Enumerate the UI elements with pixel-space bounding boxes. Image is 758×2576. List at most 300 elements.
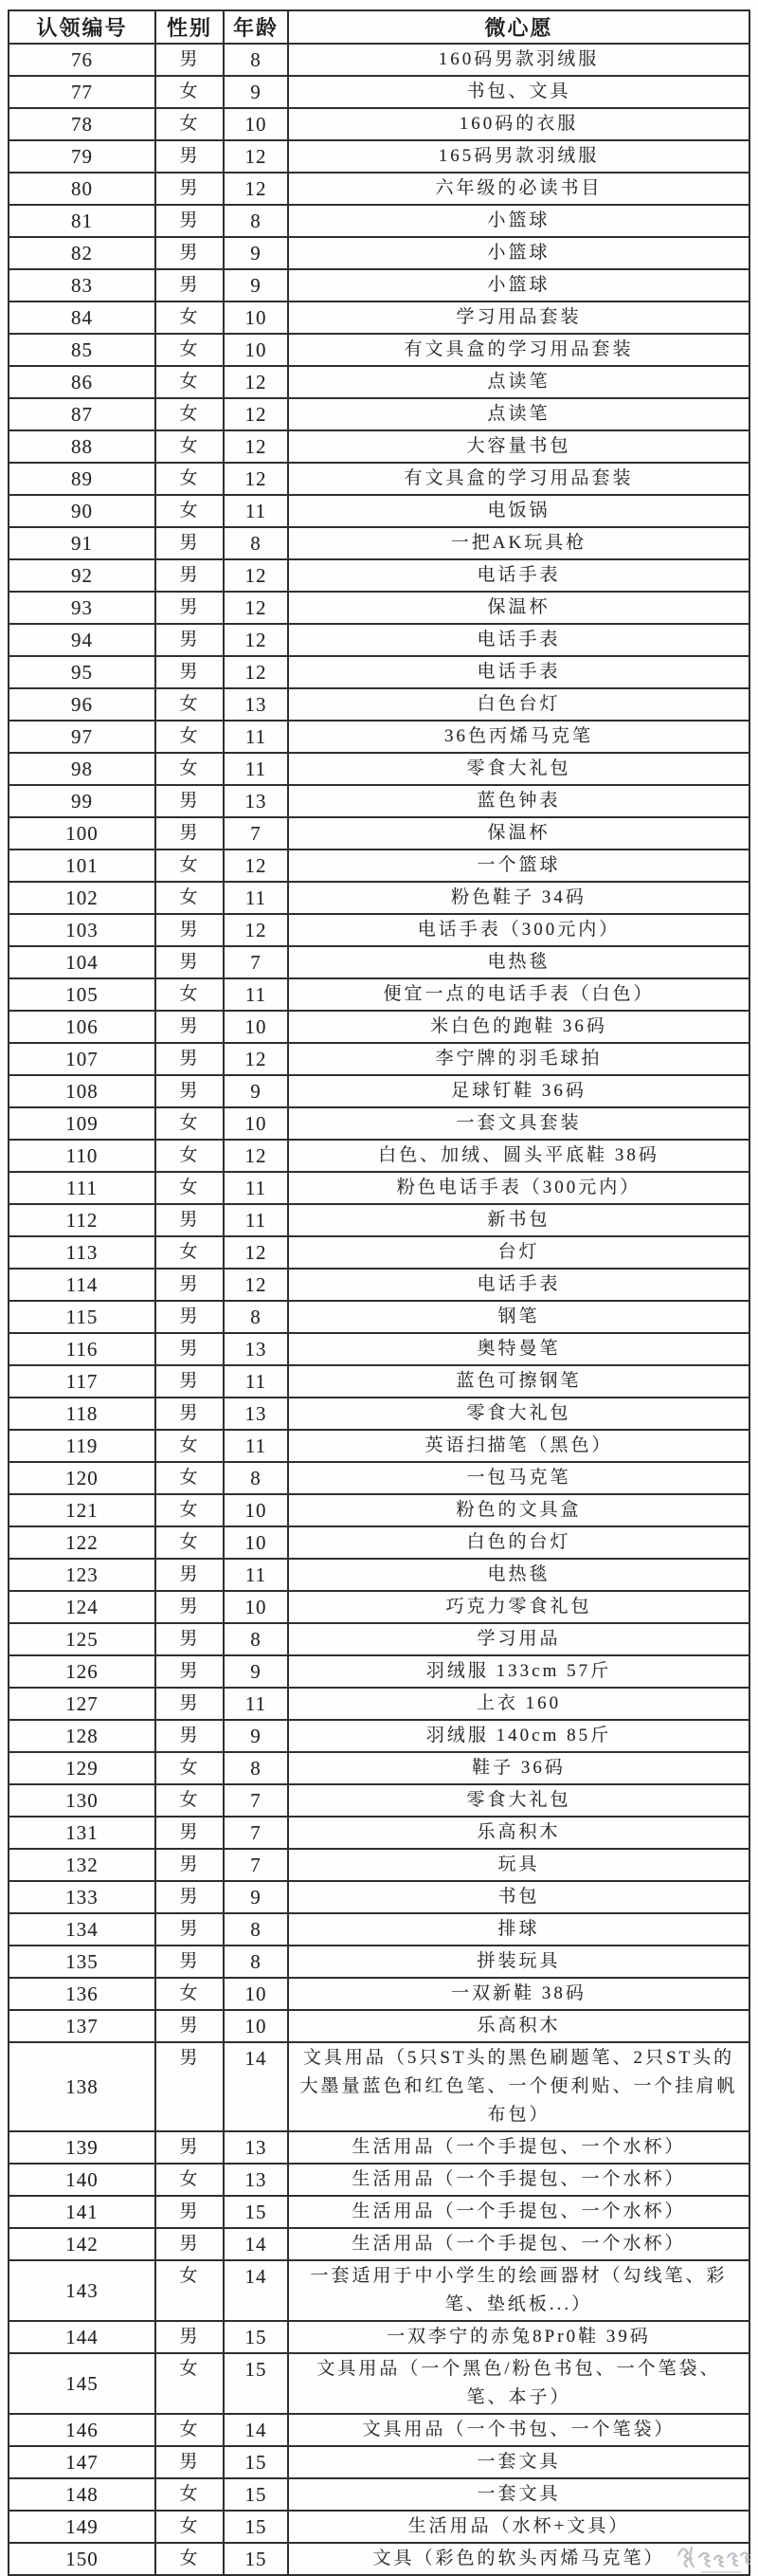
table-row: [9, 1881, 749, 1913]
claim-id-cell: 93: [9, 592, 155, 624]
age-cell: 9: [224, 269, 288, 301]
age-cell: 12: [224, 592, 288, 624]
age-cell: 8: [224, 44, 288, 76]
claim-id-cell: 103: [9, 914, 155, 946]
gender-cell: 男: [155, 527, 224, 559]
wish-cell: 学习用品: [288, 1623, 749, 1655]
age-cell: 11: [224, 721, 288, 753]
wish-cell: 一把AK玩具枪: [288, 527, 749, 559]
gender-cell: 男: [155, 817, 224, 850]
age-cell: 14: [224, 2042, 288, 2131]
claim-id-cell: 119: [9, 1430, 155, 1462]
age-cell: 11: [224, 882, 288, 914]
age-cell: 15: [224, 2353, 288, 2414]
wish-cell: 零食大礼包: [288, 1398, 749, 1430]
age-cell: 9: [224, 1881, 288, 1913]
claim-id-cell: 141: [9, 2196, 155, 2228]
claim-id-cell: 83: [9, 269, 155, 301]
wish-cell: 电话手表: [288, 656, 749, 688]
table-row: [9, 2010, 749, 2042]
table-row: [9, 1107, 749, 1140]
gender-cell: 男: [155, 559, 224, 592]
wish-cell: 小篮球: [288, 269, 749, 301]
claim-id-cell: 101: [9, 850, 155, 882]
age-cell: 10: [224, 1526, 288, 1559]
wish-cell: 电热毯: [288, 946, 749, 978]
table-row: [9, 527, 749, 559]
claim-id-cell: 113: [9, 1236, 155, 1269]
age-cell: 8: [224, 527, 288, 559]
gender-cell: 女: [155, 108, 224, 140]
age-cell: 14: [224, 2228, 288, 2260]
gender-cell: 男: [155, 1204, 224, 1236]
claim-id-cell: 111: [9, 1172, 155, 1204]
gender-cell: 男: [155, 914, 224, 946]
table-row: [9, 946, 749, 978]
table-row: [9, 1075, 749, 1107]
header-gender: 性别: [155, 10, 224, 44]
claim-id-cell: 88: [9, 430, 155, 463]
gender-cell: 男: [155, 656, 224, 688]
table-row: [9, 1204, 749, 1236]
wish-cell: 160码男款羽绒服: [288, 44, 749, 76]
gender-cell: 女: [155, 2414, 224, 2446]
wish-cell: 生活用品（一个手提包、一个水杯）: [288, 2196, 749, 2228]
gender-cell: 女: [155, 1752, 224, 1784]
wish-cell: 点读笔: [288, 366, 749, 398]
gender-cell: 男: [155, 1849, 224, 1881]
claim-id-cell: 110: [9, 1140, 155, 1172]
claim-id-cell: 125: [9, 1623, 155, 1655]
wish-cell: 新书包: [288, 1204, 749, 1236]
header-age: 年龄: [224, 10, 288, 44]
watermark-logo: [673, 2536, 754, 2576]
table-row: [9, 1494, 749, 1526]
claim-id-cell: 82: [9, 237, 155, 269]
age-cell: 12: [224, 430, 288, 463]
claim-id-cell: 114: [9, 1269, 155, 1301]
gender-cell: 男: [155, 624, 224, 656]
table-row: [9, 269, 749, 301]
gender-cell: 女: [155, 301, 224, 334]
wish-cell: 台灯: [288, 1236, 749, 1269]
claim-id-cell: 104: [9, 946, 155, 978]
age-cell: 8: [224, 1946, 288, 1978]
wish-cell: 奥特曼笔: [288, 1333, 749, 1365]
wish-cell: 排球: [288, 1913, 749, 1946]
table-row: [9, 1784, 749, 1817]
claim-id-cell: 76: [9, 44, 155, 76]
gender-cell: 女: [155, 334, 224, 366]
claim-id-cell: 137: [9, 2010, 155, 2042]
table-row: [9, 1752, 749, 1784]
gender-cell: 女: [155, 1462, 224, 1494]
header-wish: 微心愿: [288, 10, 749, 44]
wish-cell: 白色的台灯: [288, 1526, 749, 1559]
wish-cell: 电饭锅: [288, 495, 749, 527]
claim-id-cell: 99: [9, 785, 155, 817]
table-row: [9, 2511, 749, 2543]
claim-id-cell: 95: [9, 656, 155, 688]
gender-cell: 女: [155, 495, 224, 527]
table-row: [9, 1172, 749, 1204]
wish-cell: 粉色的文具盒: [288, 1494, 749, 1526]
claim-id-cell: 133: [9, 1881, 155, 1913]
wish-cell: 保温杯: [288, 592, 749, 624]
table-body: [9, 44, 749, 2575]
age-cell: 10: [224, 301, 288, 334]
claim-id-cell: 91: [9, 527, 155, 559]
age-cell: 11: [224, 753, 288, 785]
claim-id-cell: 122: [9, 1526, 155, 1559]
claim-id-cell: 116: [9, 1333, 155, 1365]
wish-cell: 足球钉鞋 36码: [288, 1075, 749, 1107]
wish-cell: 乐高积木: [288, 1817, 749, 1849]
wish-cell: 蓝色钟表: [288, 785, 749, 817]
wish-cell: 文具（彩色的软头丙烯马克笔）: [288, 2543, 749, 2575]
age-cell: 9: [224, 1720, 288, 1752]
gender-cell: 男: [155, 2196, 224, 2228]
age-cell: 11: [224, 1365, 288, 1398]
gender-cell: 男: [155, 2042, 224, 2131]
claim-id-cell: 147: [9, 2446, 155, 2478]
wish-cell: 电话手表（300元内）: [288, 914, 749, 946]
gender-cell: 女: [155, 978, 224, 1011]
table-row: [9, 688, 749, 721]
wish-cell: 李宁牌的羽毛球拍: [288, 1043, 749, 1075]
age-cell: 8: [224, 1301, 288, 1333]
claim-id-cell: 90: [9, 495, 155, 527]
age-cell: 8: [224, 205, 288, 237]
wish-cell: 生活用品（一个手提包、一个水杯）: [288, 2228, 749, 2260]
age-cell: 12: [224, 624, 288, 656]
gender-cell: 女: [155, 2260, 224, 2321]
gender-cell: 男: [155, 2010, 224, 2042]
table-row: [9, 2042, 749, 2131]
table-row: [9, 334, 749, 366]
gender-cell: 女: [155, 398, 224, 430]
age-cell: 15: [224, 2446, 288, 2478]
wish-cell: 一套文具: [288, 2478, 749, 2511]
table-row: [9, 140, 749, 173]
gender-cell: 男: [155, 1333, 224, 1365]
table-row: [9, 1591, 749, 1623]
wish-cell: 小篮球: [288, 237, 749, 269]
table-row: [9, 592, 749, 624]
wish-cell: 书包: [288, 1881, 749, 1913]
table-row: [9, 1333, 749, 1365]
claim-id-cell: 123: [9, 1559, 155, 1591]
table-row: [9, 44, 749, 76]
claim-id-cell: 87: [9, 398, 155, 430]
age-cell: 12: [224, 366, 288, 398]
gender-cell: 男: [155, 1881, 224, 1913]
table-row: [9, 2446, 749, 2478]
gender-cell: 女: [155, 430, 224, 463]
claim-id-cell: 79: [9, 140, 155, 173]
age-cell: 13: [224, 2164, 288, 2196]
age-cell: 15: [224, 2543, 288, 2575]
claim-id-cell: 107: [9, 1043, 155, 1075]
gender-cell: 男: [155, 1688, 224, 1720]
claim-id-cell: 129: [9, 1752, 155, 1784]
table-row: [9, 2414, 749, 2446]
gender-cell: 女: [155, 1978, 224, 2010]
gender-cell: 男: [155, 1365, 224, 1398]
age-cell: 11: [224, 495, 288, 527]
wish-cell: 白色台灯: [288, 688, 749, 721]
claim-id-cell: 149: [9, 2511, 155, 2543]
gender-cell: 男: [155, 1817, 224, 1849]
age-cell: 8: [224, 1752, 288, 1784]
table-row: [9, 2353, 749, 2414]
claim-id-cell: 150: [9, 2543, 155, 2575]
wish-cell: 一套文具: [288, 2446, 749, 2478]
age-cell: 9: [224, 1075, 288, 1107]
table-row: [9, 1301, 749, 1333]
wish-cell: 钢笔: [288, 1301, 749, 1333]
gender-cell: 女: [155, 1494, 224, 1526]
claim-id-cell: 84: [9, 301, 155, 334]
wish-cell: 160码的衣服: [288, 108, 749, 140]
age-cell: 14: [224, 2260, 288, 2321]
age-cell: 12: [224, 463, 288, 495]
claim-id-cell: 97: [9, 721, 155, 753]
age-cell: 12: [224, 398, 288, 430]
gender-cell: 女: [155, 2511, 224, 2543]
age-cell: 10: [224, 1011, 288, 1043]
age-cell: 12: [224, 1236, 288, 1269]
wish-cell: 文具用品（5只ST头的黑色刷题笔、2只ST头的大墨量蓝色和红色笔、一个便利贴、一个挂肩帆布包）: [288, 2042, 749, 2131]
age-cell: 10: [224, 2010, 288, 2042]
gender-cell: 男: [155, 1559, 224, 1591]
table-row: [9, 76, 749, 108]
wish-cell: 有文具盒的学习用品套装: [288, 334, 749, 366]
wish-cell: 一双李宁的赤兔8Pr0鞋 39码: [288, 2321, 749, 2353]
claim-id-cell: 134: [9, 1913, 155, 1946]
gender-cell: 男: [155, 140, 224, 173]
age-cell: 10: [224, 334, 288, 366]
gender-cell: 女: [155, 1236, 224, 1269]
age-cell: 13: [224, 1398, 288, 1430]
age-cell: 11: [224, 1172, 288, 1204]
claim-id-cell: 126: [9, 1655, 155, 1688]
age-cell: 7: [224, 1849, 288, 1881]
gender-cell: 男: [155, 1043, 224, 1075]
gender-cell: 女: [155, 882, 224, 914]
gender-cell: 男: [155, 1075, 224, 1107]
gender-cell: 男: [155, 1301, 224, 1333]
age-cell: 12: [224, 173, 288, 205]
wish-cell: 36色丙烯马克笔: [288, 721, 749, 753]
table-row: [9, 817, 749, 850]
gender-cell: 男: [155, 2446, 224, 2478]
wish-cell: 生活用品（一个手提包、一个水杯）: [288, 2164, 749, 2196]
header-claim-id: 认领编号: [9, 10, 155, 44]
wish-cell: 拼装玩具: [288, 1946, 749, 1978]
age-cell: 13: [224, 688, 288, 721]
gender-cell: 男: [155, 2228, 224, 2260]
gender-cell: 男: [155, 1398, 224, 1430]
claim-id-cell: 112: [9, 1204, 155, 1236]
table-row: [9, 978, 749, 1011]
age-cell: 8: [224, 1913, 288, 1946]
claim-id-cell: 78: [9, 108, 155, 140]
wish-cell: 鞋子 36码: [288, 1752, 749, 1784]
wish-cell: 生活用品（一个手提包、一个水杯）: [288, 2131, 749, 2164]
table-row: [9, 1978, 749, 2010]
table-row: [9, 237, 749, 269]
age-cell: 11: [224, 1688, 288, 1720]
wish-cell: 保温杯: [288, 817, 749, 850]
age-cell: 11: [224, 1559, 288, 1591]
table-row: [9, 1623, 749, 1655]
wish-cell: 书包、文具: [288, 76, 749, 108]
wish-cell: 一个篮球: [288, 850, 749, 882]
table-row: [9, 850, 749, 882]
claim-id-cell: 148: [9, 2478, 155, 2511]
claim-id-cell: 115: [9, 1301, 155, 1333]
gender-cell: 男: [155, 1269, 224, 1301]
claim-id-cell: 140: [9, 2164, 155, 2196]
table-row: [9, 2478, 749, 2511]
wish-cell: 文具用品（一个书包、一个笔袋）: [288, 2414, 749, 2446]
age-cell: 13: [224, 2131, 288, 2164]
wish-cell: 电热毯: [288, 1559, 749, 1591]
table-row: [9, 1946, 749, 1978]
age-cell: 15: [224, 2196, 288, 2228]
wish-cell: 一套适用于中小学生的绘画器材（勾线笔、彩笔、垫纸板...）: [288, 2260, 749, 2321]
table-row: [9, 1398, 749, 1430]
table-row: [9, 624, 749, 656]
age-cell: 15: [224, 2321, 288, 2353]
gender-cell: 女: [155, 76, 224, 108]
wish-cell: 英语扫描笔（黑色）: [288, 1430, 749, 1462]
wish-cell: 电话手表: [288, 559, 749, 592]
table-row: [9, 2228, 749, 2260]
gender-cell: 女: [155, 1784, 224, 1817]
gender-cell: 男: [155, 1623, 224, 1655]
age-cell: 9: [224, 237, 288, 269]
age-cell: 15: [224, 2478, 288, 2511]
claim-id-cell: 128: [9, 1720, 155, 1752]
table-row: [9, 2543, 749, 2575]
table-row: [9, 559, 749, 592]
gender-cell: 男: [155, 1591, 224, 1623]
table-row: [9, 1720, 749, 1752]
table-row: [9, 1655, 749, 1688]
wish-cell: 电话手表: [288, 624, 749, 656]
wish-cell: 六年级的必读书目: [288, 173, 749, 205]
table-row: [9, 914, 749, 946]
claim-id-cell: 96: [9, 688, 155, 721]
claim-id-cell: 100: [9, 817, 155, 850]
gender-cell: 男: [155, 1011, 224, 1043]
claim-id-cell: 143: [9, 2260, 155, 2321]
age-cell: 13: [224, 785, 288, 817]
table-row: [9, 1011, 749, 1043]
gender-cell: 男: [155, 2131, 224, 2164]
age-cell: 11: [224, 1430, 288, 1462]
table-row: [9, 1526, 749, 1559]
claim-id-cell: 118: [9, 1398, 155, 1430]
table-row: [9, 495, 749, 527]
gender-cell: 男: [155, 2321, 224, 2353]
table-row: [9, 463, 749, 495]
wish-cell: 玩具: [288, 1849, 749, 1881]
wish-cell: 一套文具套装: [288, 1107, 749, 1140]
wish-cell: 粉色电话手表（300元内）: [288, 1172, 749, 1204]
wish-cell: 一包马克笔: [288, 1462, 749, 1494]
gender-cell: 男: [155, 1913, 224, 1946]
table-row: [9, 1688, 749, 1720]
gender-cell: 女: [155, 2164, 224, 2196]
table-row: [9, 108, 749, 140]
age-cell: 12: [224, 656, 288, 688]
age-cell: 10: [224, 1107, 288, 1140]
claim-id-cell: 131: [9, 1817, 155, 1849]
gender-cell: 女: [155, 721, 224, 753]
wish-cell: 点读笔: [288, 398, 749, 430]
table-row: [9, 2321, 749, 2353]
claim-id-cell: 105: [9, 978, 155, 1011]
table-row: [9, 398, 749, 430]
age-cell: 12: [224, 140, 288, 173]
gender-cell: 女: [155, 463, 224, 495]
wish-cell: 大容量书包: [288, 430, 749, 463]
gender-cell: 女: [155, 753, 224, 785]
table-row: [9, 1140, 749, 1172]
table-row: [9, 1559, 749, 1591]
wish-cell: 白色、加绒、圆头平底鞋 38码: [288, 1140, 749, 1172]
age-cell: 9: [224, 76, 288, 108]
claim-id-cell: 136: [9, 1978, 155, 2010]
table-row: [9, 173, 749, 205]
table-row: [9, 656, 749, 688]
age-cell: 7: [224, 1817, 288, 1849]
claim-id-cell: 92: [9, 559, 155, 592]
wish-table: [8, 9, 750, 2576]
table-row: [9, 301, 749, 334]
age-cell: 12: [224, 559, 288, 592]
claim-id-cell: 81: [9, 205, 155, 237]
table-row: [9, 721, 749, 753]
wish-cell: 羽绒服 140cm 85斤: [288, 1720, 749, 1752]
gender-cell: 女: [155, 2543, 224, 2575]
claim-id-cell: 130: [9, 1784, 155, 1817]
age-cell: 12: [224, 1140, 288, 1172]
gender-cell: 男: [155, 205, 224, 237]
gender-cell: 男: [155, 1655, 224, 1688]
age-cell: 10: [224, 1494, 288, 1526]
gender-cell: 女: [155, 1140, 224, 1172]
claim-id-cell: 89: [9, 463, 155, 495]
gender-cell: 男: [155, 946, 224, 978]
claim-id-cell: 138: [9, 2042, 155, 2131]
claim-id-cell: 121: [9, 1494, 155, 1526]
wish-cell: 一双新鞋 38码: [288, 1978, 749, 2010]
claim-id-cell: 142: [9, 2228, 155, 2260]
table-row: [9, 2196, 749, 2228]
age-cell: 11: [224, 1204, 288, 1236]
claim-id-cell: 124: [9, 1591, 155, 1623]
wish-cell: 蓝色可擦钢笔: [288, 1365, 749, 1398]
wish-cell: 米白色的跑鞋 36码: [288, 1011, 749, 1043]
claim-id-cell: 127: [9, 1688, 155, 1720]
table-row: [9, 2164, 749, 2196]
wish-cell: 电话手表: [288, 1269, 749, 1301]
table-row: [9, 1043, 749, 1075]
